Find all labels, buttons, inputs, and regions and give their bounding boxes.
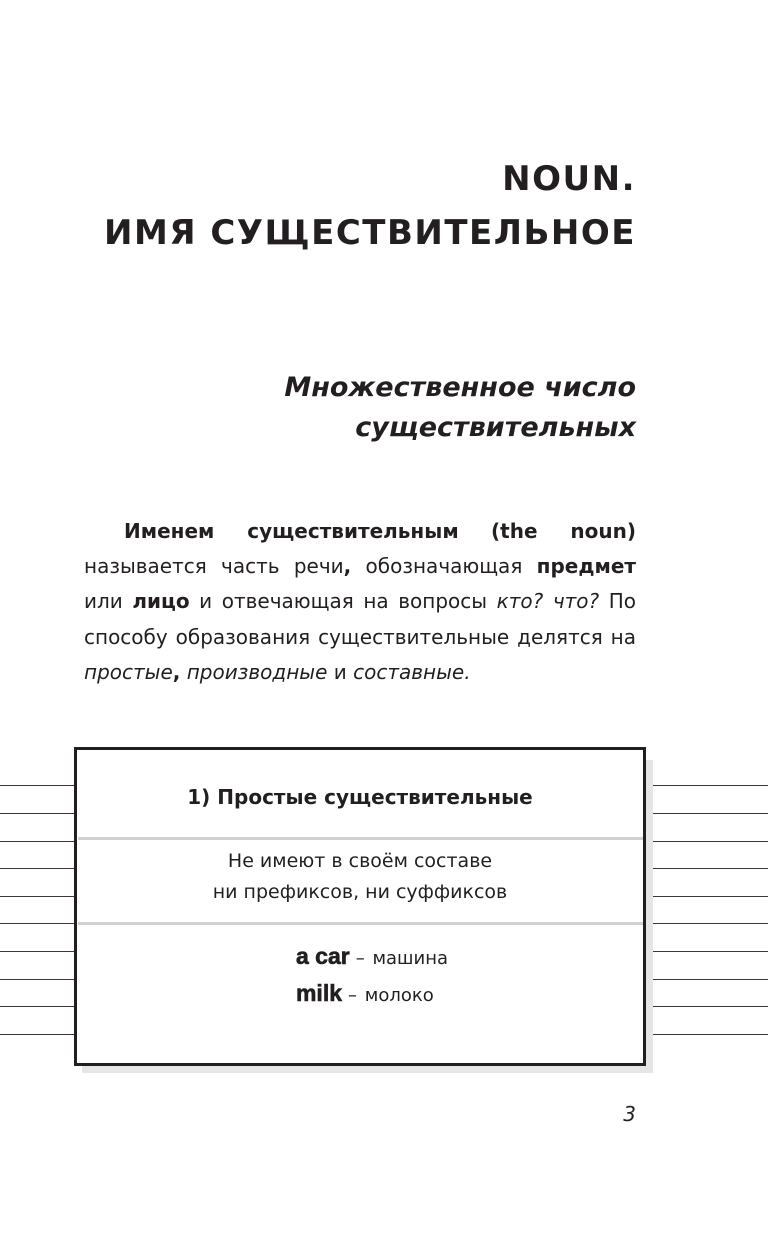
chapter-title xyxy=(104,152,636,260)
intro-comma: , xyxy=(172,659,181,684)
ruled-line xyxy=(0,785,76,786)
intro-text: называется часть речи xyxy=(84,554,344,579)
ruled-line xyxy=(646,841,768,842)
ruled-line xyxy=(646,1006,768,1007)
ruled-line xyxy=(646,951,768,952)
ruled-line xyxy=(0,868,76,869)
type-compound: составные. xyxy=(353,659,471,684)
term-english: (the noun) xyxy=(491,519,637,543)
example-english: a car xyxy=(295,943,350,969)
section-title-line-1: Множественное число xyxy=(284,372,636,403)
type-derived: производные xyxy=(186,659,328,684)
ruled-line xyxy=(646,813,768,814)
description-line-2: ни префиксов, ни суффиксов xyxy=(212,881,508,903)
example-russian: молоко xyxy=(364,985,434,1006)
ruled-line xyxy=(0,923,76,924)
intro-text: и xyxy=(327,659,354,684)
intro-text: обозначающая xyxy=(351,554,537,579)
ruled-line xyxy=(0,1006,76,1007)
question-who: кто? xyxy=(496,589,544,614)
intro-text: и отвечающая на вопросы xyxy=(189,589,497,614)
examples-list xyxy=(296,939,448,1013)
chapter-title-russian: ИМЯ СУЩЕСТВИТЕЛЬНОЕ xyxy=(104,213,636,253)
section-title xyxy=(284,368,636,448)
type-simple: простые xyxy=(84,659,173,684)
example-dash: – xyxy=(355,948,365,969)
section-title-line-2: существительных xyxy=(355,412,636,443)
ruled-line xyxy=(646,923,768,924)
ruled-line xyxy=(0,841,76,842)
box-divider xyxy=(78,922,643,925)
intro-comma: , xyxy=(343,554,352,579)
ruled-line xyxy=(0,1034,76,1035)
chapter-title-english: NOUN. xyxy=(502,159,636,199)
ruled-line xyxy=(646,979,768,980)
example-russian: машина xyxy=(372,948,449,969)
bold-person: лицо xyxy=(132,589,190,614)
ruled-line xyxy=(0,813,76,814)
description-line-1: Не имеют в своём составе xyxy=(227,850,493,872)
ruled-line xyxy=(646,785,768,786)
ruled-line xyxy=(646,896,768,897)
example-item xyxy=(296,976,448,1013)
box-divider xyxy=(78,837,643,840)
example-english: milk xyxy=(295,980,343,1006)
simple-nouns-box xyxy=(74,747,646,1066)
intro-paragraph xyxy=(84,514,636,690)
ruled-line xyxy=(646,868,768,869)
intro-text xyxy=(543,589,553,613)
question-what: что? xyxy=(552,589,600,614)
ruled-line xyxy=(0,951,76,952)
intro-text: или xyxy=(84,589,133,614)
intro-text: По способу образования существительные делятся на xyxy=(84,589,636,649)
ruled-line xyxy=(0,979,76,980)
example-dash: – xyxy=(348,985,358,1006)
box-examples xyxy=(77,939,643,1013)
page-number: 3 xyxy=(623,1102,636,1126)
term-russian: Именем существительным xyxy=(124,519,459,543)
box-description xyxy=(77,846,643,908)
ruled-line xyxy=(646,1034,768,1035)
example-item xyxy=(296,939,448,976)
ruled-line xyxy=(0,896,76,897)
bold-object: предмет xyxy=(536,554,636,579)
box-header: 1) Простые существительные xyxy=(187,785,533,809)
